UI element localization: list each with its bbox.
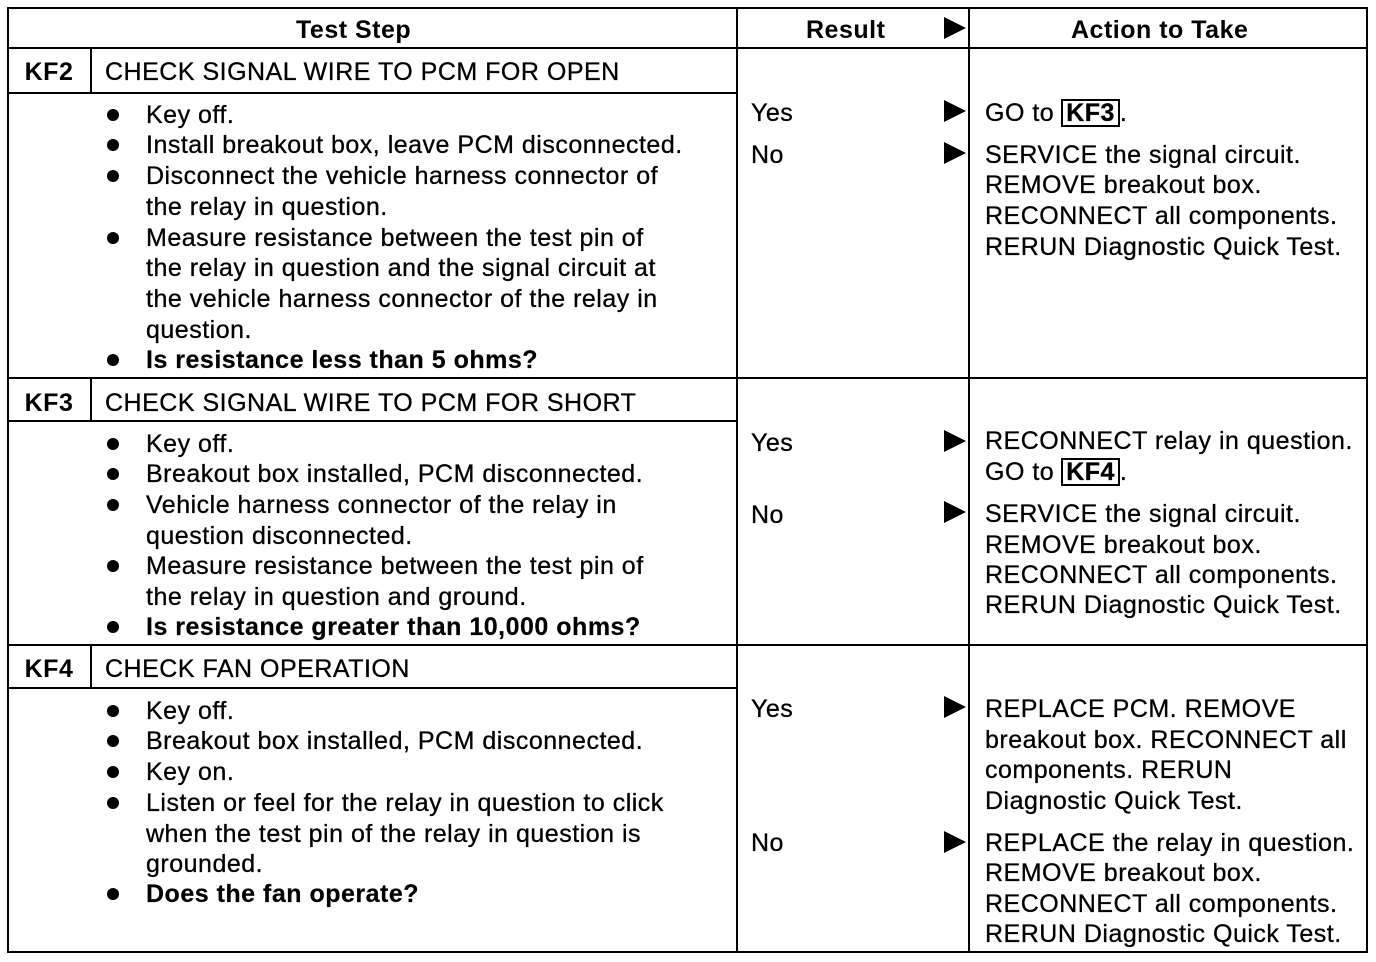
bullet-line: the relay in question. xyxy=(146,193,388,221)
goto-prefix: GO to xyxy=(985,99,1055,127)
action-line: Diagnostic Quick Test. xyxy=(985,787,1243,815)
step-reference-box: KF4 xyxy=(1061,458,1120,486)
action-line: RERUN Diagnostic Quick Test. xyxy=(985,920,1342,948)
bullet-icon xyxy=(107,354,119,366)
result-arrow-icon xyxy=(944,142,966,164)
action-line: SERVICE the signal circuit. xyxy=(985,500,1301,528)
step-title: CHECK SIGNAL WIRE TO PCM FOR OPEN xyxy=(105,58,620,86)
bullet-line: question disconnected. xyxy=(146,522,413,550)
table-border-bottom xyxy=(7,951,1368,953)
step-id: KF4 xyxy=(24,655,74,683)
header-test-step: Test Step xyxy=(296,16,412,44)
row-divider-kf3-kf4 xyxy=(7,644,1368,646)
kf3-subheader-divider xyxy=(7,420,738,422)
bullet-line: question. xyxy=(146,316,252,344)
result-arrow-icon xyxy=(944,100,966,122)
table-border-right xyxy=(1366,7,1368,953)
result-arrow-icon xyxy=(944,430,966,452)
table-border-left xyxy=(7,7,9,953)
action-line: REMOVE breakout box. xyxy=(985,531,1262,559)
bullet-icon xyxy=(107,139,119,151)
bullet-icon xyxy=(107,797,119,809)
result-label-yes: Yes xyxy=(751,99,794,127)
bullet-line: the relay in question and the signal circuit at xyxy=(146,254,656,282)
result-label-yes: Yes xyxy=(751,695,794,723)
result-label-no: No xyxy=(751,141,784,169)
bullet-line: Key on. xyxy=(146,758,235,786)
bullet-icon xyxy=(107,888,119,900)
kf4-label-divider xyxy=(90,644,92,689)
result-label-yes: Yes xyxy=(751,429,794,457)
bullet-line: the relay in question and ground. xyxy=(146,583,527,611)
bullet-line: Vehicle harness connector of the relay in xyxy=(146,491,617,519)
bullet-line: Measure resistance between the test pin of xyxy=(146,552,644,580)
result-label-no: No xyxy=(751,501,784,529)
header-action-to-take: Action to Take xyxy=(1071,16,1249,44)
bullet-icon xyxy=(107,735,119,747)
bullet-icon xyxy=(107,560,119,572)
bullet-line: Breakout box installed, PCM disconnected. xyxy=(146,727,644,755)
action-line: REMOVE breakout box. xyxy=(985,859,1262,887)
bullet-line: Disconnect the vehicle harness connector of xyxy=(146,162,659,190)
action-line: SERVICE the signal circuit. xyxy=(985,141,1301,169)
test-question: Is resistance greater than 10,000 ohms? xyxy=(146,613,641,641)
bullet-icon xyxy=(107,499,119,511)
bullet-line: Key off. xyxy=(146,430,235,458)
bullet-line: the vehicle harness connector of the relay in xyxy=(146,285,658,313)
bullet-icon xyxy=(107,705,119,717)
bullet-line: Listen or feel for the relay in question to click xyxy=(146,789,664,817)
kf2-subheader-divider xyxy=(7,92,738,94)
kf2-label-divider xyxy=(90,47,92,94)
table-border-top xyxy=(7,7,1368,9)
step-id: KF2 xyxy=(24,58,74,86)
kf4-subheader-divider xyxy=(7,687,738,689)
kf3-label-divider xyxy=(90,377,92,422)
bullet-icon xyxy=(107,766,119,778)
step-reference-box: KF3 xyxy=(1061,99,1120,127)
bullet-line: Install breakout box, leave PCM disconnected. xyxy=(146,131,683,159)
action-line: REPLACE PCM. REMOVE xyxy=(985,695,1296,723)
goto-suffix: . xyxy=(1119,458,1128,486)
bullet-line: Key off. xyxy=(146,101,235,129)
column-divider-test-result xyxy=(736,7,738,953)
result-label-no: No xyxy=(751,829,784,857)
bullet-line: Key off. xyxy=(146,697,235,725)
result-arrow-icon xyxy=(944,831,966,853)
header-row-divider xyxy=(7,47,1368,49)
test-question: Does the fan operate? xyxy=(146,880,420,908)
action-line: RECONNECT all components. xyxy=(985,561,1338,589)
action-line: breakout box. RECONNECT all xyxy=(985,726,1347,754)
bullet-line: Measure resistance between the test pin of xyxy=(146,224,644,252)
action-line: RECONNECT all components. xyxy=(985,890,1338,918)
action-goto xyxy=(985,457,1127,487)
step-id: KF3 xyxy=(24,389,74,417)
column-divider-result-action xyxy=(968,7,970,953)
bullet-icon xyxy=(107,232,119,244)
step-title: CHECK SIGNAL WIRE TO PCM FOR SHORT xyxy=(105,389,637,417)
goto-suffix: . xyxy=(1119,99,1128,127)
bullet-icon xyxy=(107,438,119,450)
action-line: RERUN Diagnostic Quick Test. xyxy=(985,233,1342,261)
action-line: components. RERUN xyxy=(985,756,1233,784)
action-goto xyxy=(985,98,1127,128)
header-result: Result xyxy=(806,16,886,44)
result-arrow-icon xyxy=(944,696,966,718)
row-divider-kf2-kf3 xyxy=(7,377,1368,379)
bullet-icon xyxy=(107,621,119,633)
action-line: REPLACE the relay in question. xyxy=(985,829,1355,857)
bullet-icon xyxy=(107,170,119,182)
action-line: REMOVE breakout box. xyxy=(985,171,1262,199)
test-question: Is resistance less than 5 ohms? xyxy=(146,346,539,374)
bullet-icon xyxy=(107,468,119,480)
action-line: RERUN Diagnostic Quick Test. xyxy=(985,591,1342,619)
step-title: CHECK FAN OPERATION xyxy=(105,655,410,683)
bullet-line: Breakout box installed, PCM disconnected. xyxy=(146,460,644,488)
header-arrow-icon xyxy=(944,17,966,39)
bullet-icon xyxy=(107,109,119,121)
goto-prefix: GO to xyxy=(985,458,1055,486)
action-line: RECONNECT relay in question. xyxy=(985,427,1353,455)
result-arrow-icon xyxy=(944,501,966,523)
bullet-line: when the test pin of the relay in question is xyxy=(146,820,642,848)
bullet-line: grounded. xyxy=(146,850,264,878)
action-line: RECONNECT all components. xyxy=(985,202,1338,230)
